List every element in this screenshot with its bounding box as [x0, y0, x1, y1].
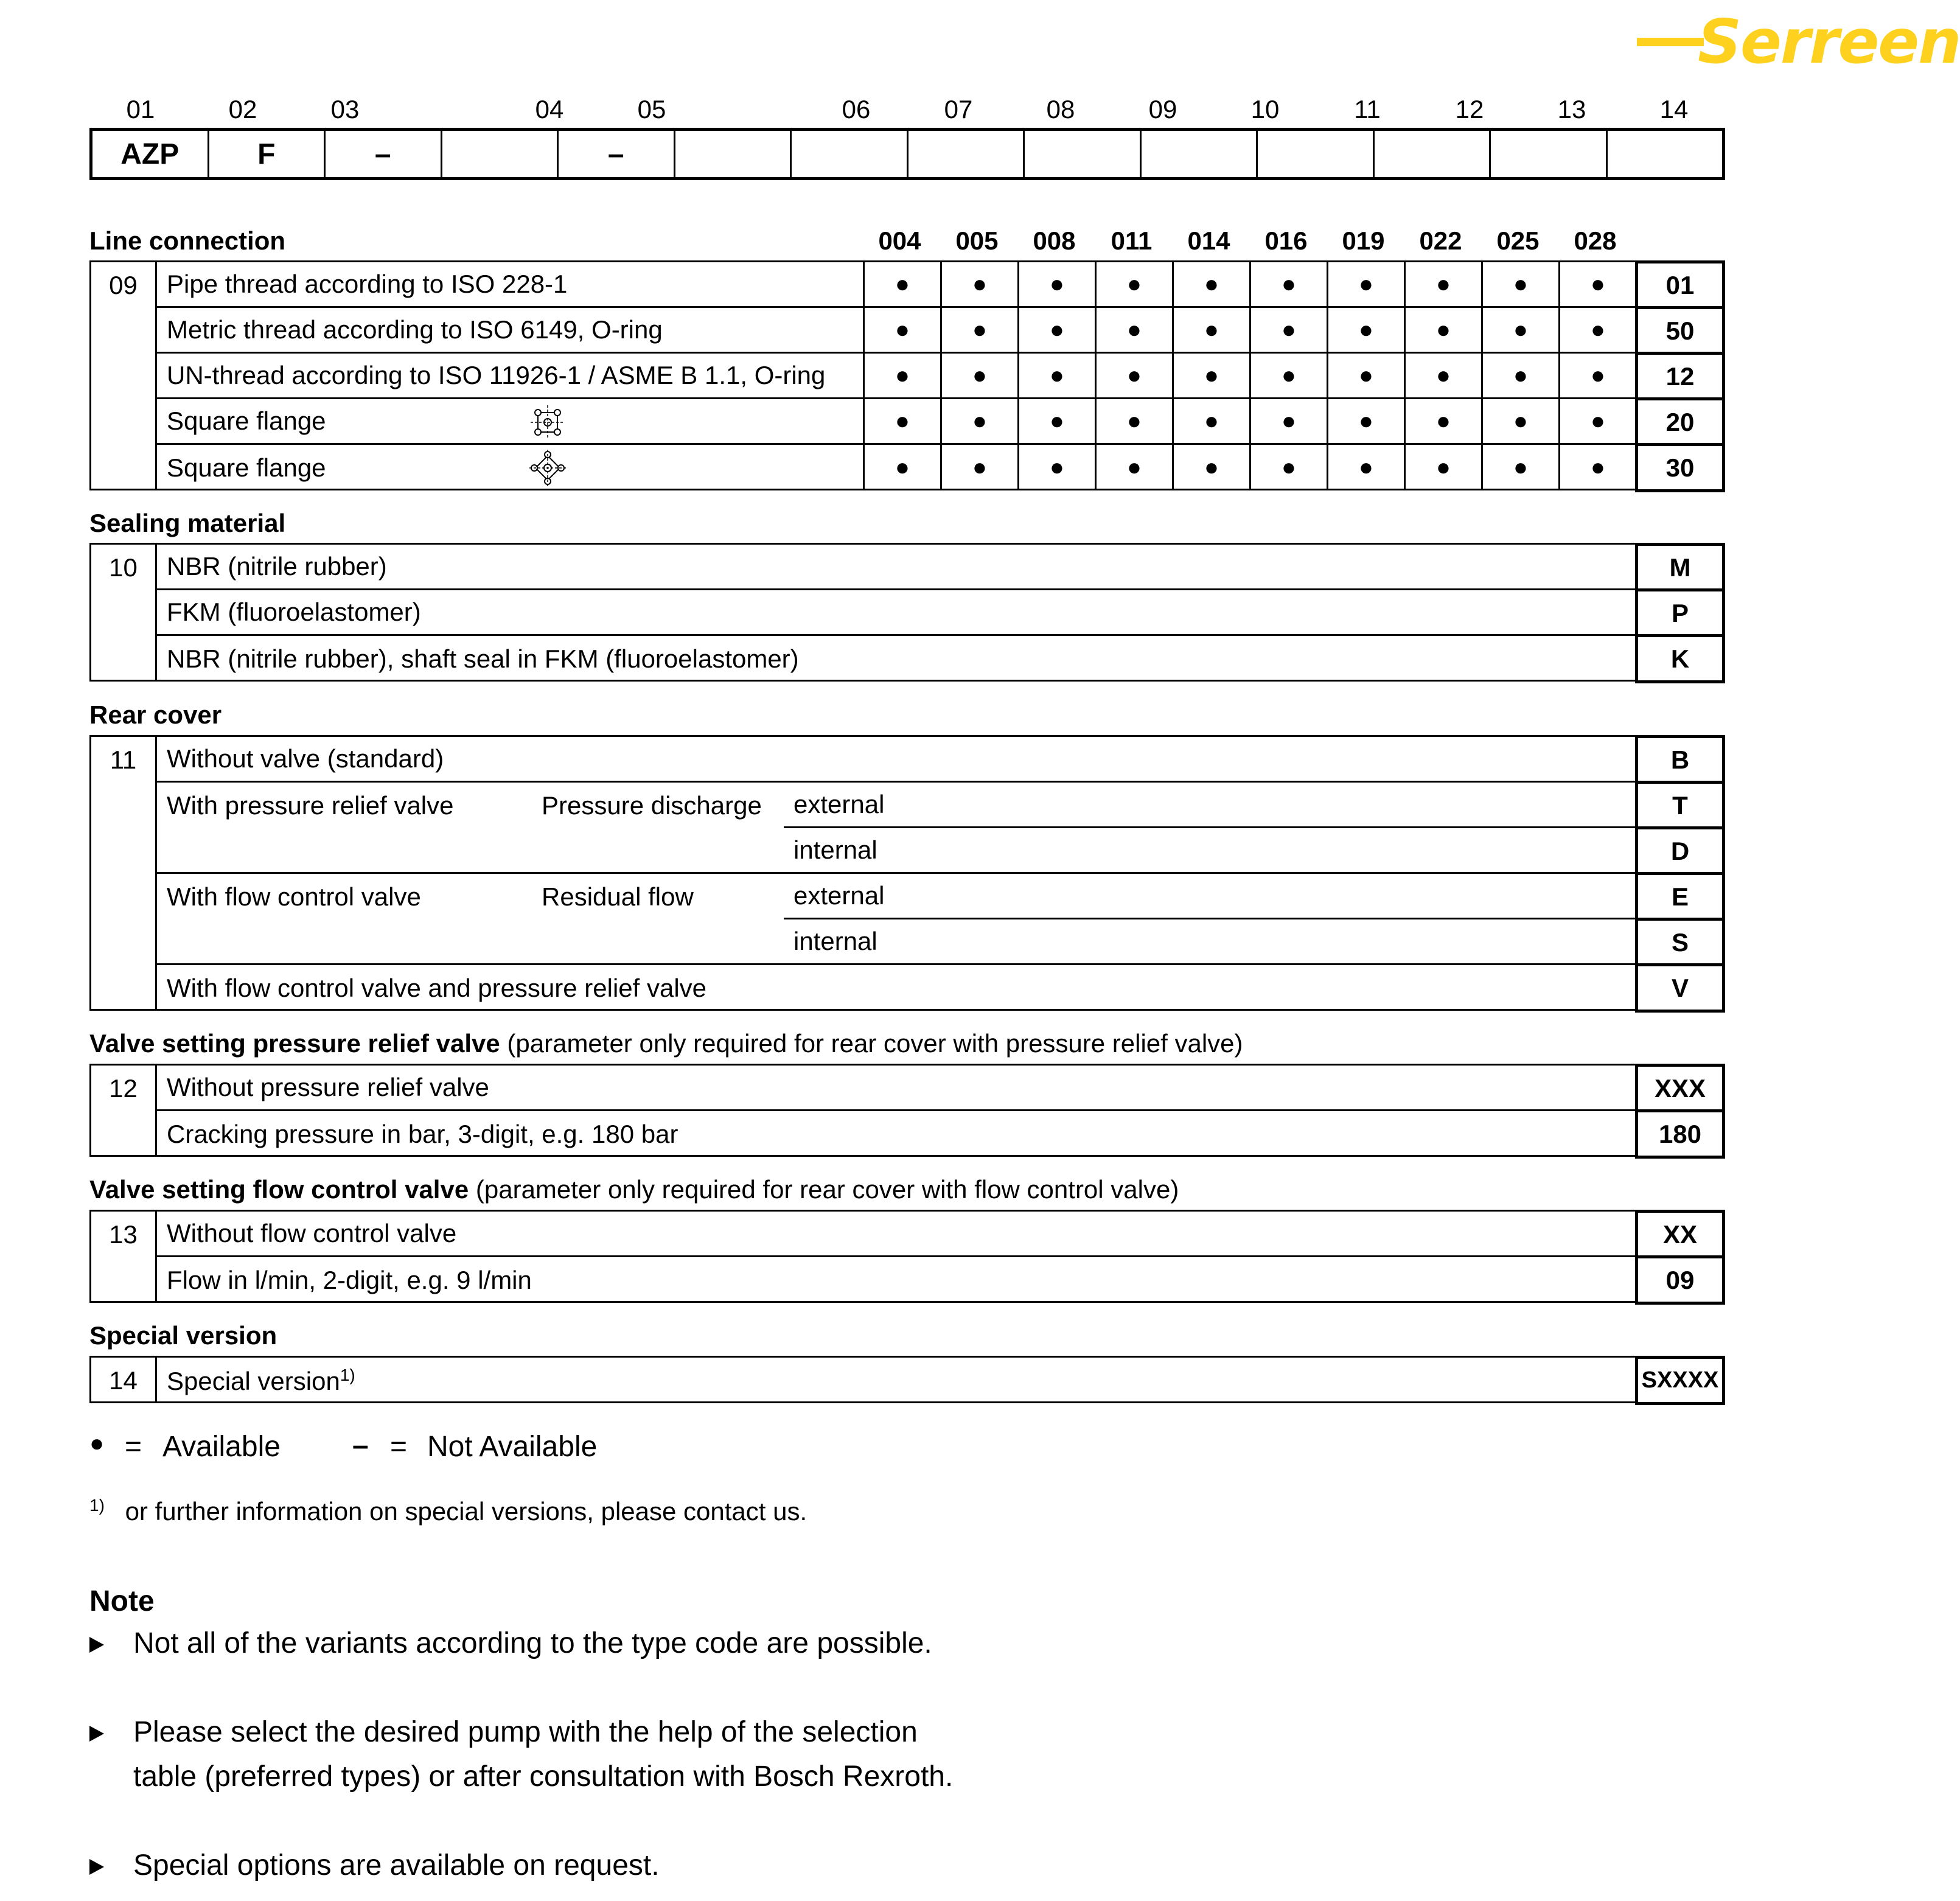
availability-dot-icon: ● [1017, 445, 1095, 490]
availability-dot-icon: ● [863, 308, 940, 354]
option-label: Square flange [167, 406, 326, 435]
availability-dot-icon: ● [1327, 262, 1404, 308]
option-label: external [793, 790, 885, 818]
size-header: 025 [1496, 226, 1540, 255]
availability-dot-icon: ● [940, 262, 1017, 308]
option-code: 09 [1635, 1255, 1725, 1305]
availability-dot-icon: ● [1249, 445, 1327, 490]
position-number: 02 [228, 95, 257, 124]
type-code-box [1142, 131, 1258, 177]
option-label: internal [793, 835, 877, 864]
available-dot-icon: ● [89, 1430, 105, 1457]
availability-dot-icon: ● [863, 354, 940, 399]
availability-dot-icon: ● [1558, 399, 1636, 445]
option-code: XXX [1635, 1064, 1725, 1113]
option-label: Square flange [167, 453, 326, 482]
type-code-box [675, 131, 792, 177]
availability-dot-icon: ● [1404, 262, 1481, 308]
bullet-triangle-icon [89, 1637, 104, 1653]
type-code-box [1375, 131, 1491, 177]
option-code: 50 [1635, 306, 1725, 355]
option-code: K [1635, 634, 1725, 683]
availability-dot-icon: ● [1327, 308, 1404, 354]
type-code-box [792, 131, 909, 177]
option-number: 11 [91, 737, 157, 1009]
availability-dot-icon: ● [863, 262, 940, 308]
option-label: FKM (fluoroelastomer) [167, 598, 421, 626]
note-item: Special options are available on request. [89, 1843, 954, 1888]
availability-dot-icon: ● [1249, 399, 1327, 445]
availability-dot-icon: ● [1172, 445, 1249, 490]
option-label: Pipe thread according to ISO 228-1 [167, 270, 568, 298]
availability-dot-icon: ● [1558, 354, 1636, 399]
option-code: SXXXX [1635, 1356, 1725, 1405]
size-header: 028 [1574, 226, 1617, 255]
table-row [157, 783, 784, 874]
option-label: Without pressure relief valve [167, 1073, 489, 1101]
section-title-line-connection: Line connection [89, 226, 286, 255]
table-row [157, 1358, 1725, 1403]
section-title-sealing: Sealing material [89, 509, 286, 537]
availability-dot-icon: ● [1249, 354, 1327, 399]
option-code: S [1635, 918, 1725, 967]
table-row [784, 919, 1725, 965]
position-number: 08 [1046, 95, 1075, 124]
option-sublabel: Residual flow [542, 882, 694, 911]
sealing-material-table [89, 543, 1725, 682]
table-row [784, 874, 1725, 919]
availability-dot-icon: ● [1404, 445, 1481, 490]
table-row [157, 636, 1725, 682]
option-label: NBR (nitrile rubber), shaft seal in FKM (fluoroelastomer) [167, 644, 799, 673]
option-label: Special version$^{1)}$ [167, 1365, 355, 1395]
position-number: 01 [126, 95, 155, 124]
availability-dot-icon: ● [1404, 399, 1481, 445]
position-number: 13 [1557, 95, 1586, 124]
table-row [157, 874, 784, 965]
availability-dot-icon: ● [1095, 262, 1172, 308]
availability-dot-icon: ● [1017, 262, 1095, 308]
size-header: 004 [878, 226, 921, 255]
prv-setting-table [89, 1064, 1725, 1157]
section-title-rear-cover: Rear cover [89, 700, 222, 729]
rear-cover-table [89, 735, 1725, 1011]
position-number: 10 [1250, 95, 1280, 124]
availability-dot-icon: ● [1095, 399, 1172, 445]
option-code: D [1635, 826, 1725, 876]
position-number: 03 [330, 95, 360, 124]
table-row [157, 545, 1725, 590]
availability-dot-icon: ● [1558, 445, 1636, 490]
company-logo [1637, 6, 1960, 78]
square-flange-icon [529, 404, 566, 441]
table-row [784, 828, 1725, 874]
option-number: 10 [91, 545, 157, 680]
type-code-box: F [209, 131, 326, 177]
option-number: 12 [91, 1066, 157, 1155]
availability-dot-icon: ● [1558, 308, 1636, 354]
option-label: With flow control valve [167, 882, 421, 911]
availability-dot-icon: ● [940, 354, 1017, 399]
table-row [157, 1066, 1725, 1111]
position-number: 14 [1659, 95, 1689, 124]
availability-dot-icon: ● [940, 399, 1017, 445]
table-row [157, 965, 1725, 1011]
table-row [784, 783, 1725, 828]
option-label: Cracking pressure in bar, 3-digit, e.g. 180 bar [167, 1119, 678, 1148]
type-code-boxes [89, 128, 1725, 180]
legend-not-available: Not Available [427, 1431, 598, 1463]
size-header: 008 [1033, 226, 1076, 255]
special-version-table [89, 1356, 1725, 1403]
availability-dot-icon: ● [940, 445, 1017, 490]
availability-dot-icon: ● [1249, 262, 1327, 308]
option-code: 20 [1635, 397, 1725, 447]
type-code-box [1608, 131, 1723, 177]
legend-equals: = [125, 1431, 142, 1463]
position-number: 09 [1148, 95, 1177, 124]
type-code-box [442, 131, 559, 177]
option-label: Without flow control valve [167, 1219, 457, 1247]
fcv-setting-table [89, 1210, 1725, 1303]
option-label: external [793, 881, 885, 910]
availability-dot-icon: ● [1327, 445, 1404, 490]
type-code-box: AZP [92, 131, 209, 177]
table-row [157, 1111, 1725, 1157]
section-title-fcv-setting: Valve setting flow control valve (parameter only required for rear cover with flow control valve) [89, 1175, 1179, 1204]
type-code-positions [0, 95, 1932, 131]
note-item: Please select the desired pump with the help of the selection table (preferred types) or after consultation with Bosch Rexroth. [89, 1710, 954, 1843]
availability-dot-icon: ● [1017, 399, 1095, 445]
option-label: With flow control valve and pressure relief valve [167, 973, 707, 1002]
position-number: 05 [637, 95, 666, 124]
type-code-box [1491, 131, 1608, 177]
option-label: Flow in l/min, 2-digit, e.g. 9 l/min [167, 1265, 532, 1294]
option-code: 01 [1635, 260, 1725, 310]
footnote-text: or further information on special versions, please contact us. [125, 1497, 807, 1526]
option-code: XX [1635, 1210, 1725, 1259]
option-code: V [1635, 963, 1725, 1013]
availability-dot-icon: ● [1095, 354, 1172, 399]
position-number: 06 [842, 95, 871, 124]
option-label: Metric thread according to ISO 6149, O-ring [167, 315, 663, 344]
option-code: M [1635, 543, 1725, 592]
availability-dot-icon: ● [1249, 308, 1327, 354]
option-number: 14 [91, 1358, 157, 1401]
option-code: E [1635, 872, 1725, 921]
note-title: Note [89, 1585, 155, 1617]
not-available-dash-icon: – [352, 1429, 369, 1462]
availability-dot-icon: ● [1327, 354, 1404, 399]
type-code-box [909, 131, 1025, 177]
option-number: 09 [91, 262, 157, 489]
type-code-box: – [559, 131, 675, 177]
footnote-marker: 1) [340, 1365, 355, 1384]
size-header: 014 [1187, 226, 1230, 255]
availability-dot-icon: ● [1404, 308, 1481, 354]
logo-text: Serreen [1698, 6, 1960, 77]
option-label: With pressure relief valve [167, 791, 454, 820]
option-label: Without valve (standard) [167, 744, 444, 773]
availability-dot-icon: ● [1172, 399, 1249, 445]
position-number: 04 [535, 95, 564, 124]
type-code-box [1258, 131, 1375, 177]
footnote [89, 1496, 807, 1526]
option-label: NBR (nitrile rubber) [167, 552, 387, 581]
option-label: internal [793, 927, 877, 955]
availability-dot-icon: ● [1017, 354, 1095, 399]
line-connection-table [89, 260, 1725, 490]
availability-dot-icon: ● [1095, 308, 1172, 354]
option-code: T [1635, 781, 1725, 830]
availability-dot-icon: ● [1327, 399, 1404, 445]
availability-dot-icon: ● [1172, 262, 1249, 308]
option-sublabel: Pressure discharge [542, 791, 762, 820]
position-number: 11 [1354, 95, 1381, 124]
availability-dot-icon: ● [1558, 262, 1636, 308]
option-number: 13 [91, 1212, 157, 1301]
table-row [157, 1212, 1725, 1257]
legend-equals: = [390, 1431, 408, 1463]
size-header: 019 [1342, 226, 1385, 255]
size-header: 011 [1111, 226, 1153, 255]
option-label: UN-thread according to ISO 11926-1 / ASME B 1.1, O-ring [167, 361, 826, 389]
type-code-box: – [326, 131, 442, 177]
table-row [157, 737, 1725, 783]
table-row [157, 1257, 1725, 1303]
size-header: 005 [955, 226, 999, 255]
availability-dot-icon: ● [1172, 354, 1249, 399]
option-code: 180 [1635, 1109, 1725, 1159]
availability-dot-icon: ● [1095, 445, 1172, 490]
availability-dot-icon: ● [1404, 354, 1481, 399]
bullet-triangle-icon [89, 1726, 104, 1742]
availability-dot-icon: ● [940, 308, 1017, 354]
footnote-marker: 1) [89, 1496, 105, 1515]
availability-dot-icon: ● [1481, 445, 1558, 490]
section-title-special: Special version [89, 1321, 277, 1350]
availability-dot-icon: ● [1172, 308, 1249, 354]
table-row [157, 590, 1725, 636]
note-item: Not all of the variants according to the type code are possible. [89, 1621, 954, 1710]
position-number: 12 [1455, 95, 1484, 124]
availability-dot-icon: ● [1017, 308, 1095, 354]
availability-dot-icon: ● [1481, 354, 1558, 399]
size-header: 016 [1264, 226, 1308, 255]
size-header: 022 [1419, 226, 1462, 255]
logo-bar [1637, 38, 1704, 46]
option-code: P [1635, 588, 1725, 638]
bullet-triangle-icon [89, 1859, 104, 1875]
availability-dot-icon: ● [863, 445, 940, 490]
diamond-flange-icon [529, 450, 566, 486]
section-title-prv-setting: Valve setting pressure relief valve (parameter only required for rear cover with pressure relief valve) [89, 1029, 1243, 1058]
option-code: 30 [1635, 443, 1725, 492]
option-code: B [1635, 735, 1725, 784]
availability-dot-icon: ● [1481, 399, 1558, 445]
availability-dot-icon: ● [1481, 262, 1558, 308]
position-number: 07 [944, 95, 973, 124]
legend-available: Available [162, 1431, 281, 1463]
availability-dot-icon: ● [863, 399, 940, 445]
type-code-box [1025, 131, 1142, 177]
option-code: 12 [1635, 352, 1725, 401]
availability-dot-icon: ● [1481, 308, 1558, 354]
